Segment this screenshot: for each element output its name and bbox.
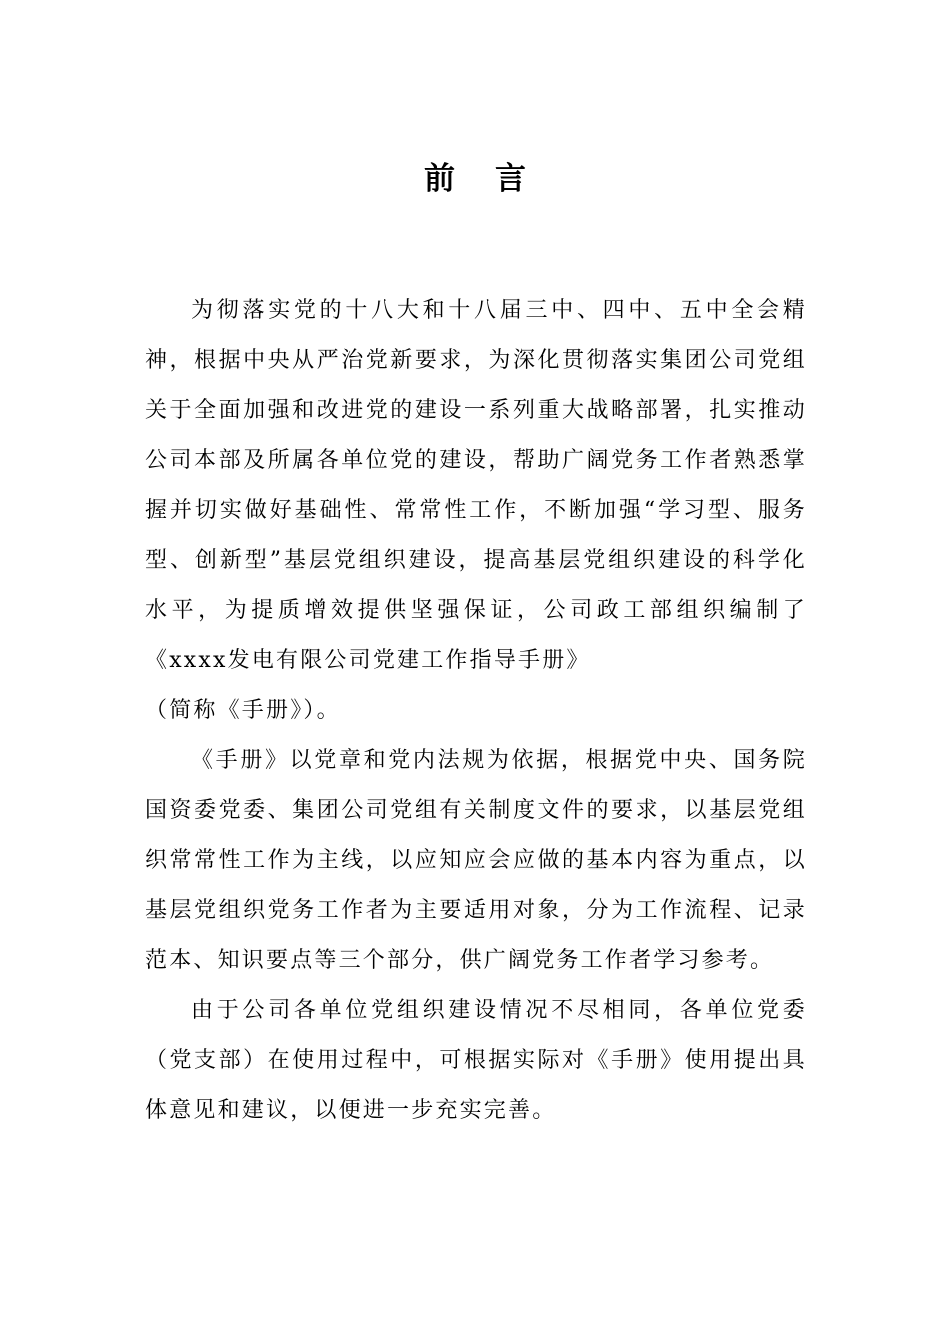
paragraph-intro: 为彻落实党的十八大和十八届三中、四中、五中全会精神，根据中央从严治党新要求，为深化贯彻落实集团公司党组关于全面加强和改进党的建设一系列重大战略部署，扎实推动公司本部及所属各单位党的建设，帮助广阔党务工作者熟悉掌握并切实做好基础性、常常性工作，不断加强“学习型、服务型、创新型”基层党组织建设，提高基层党组织建设的科学化水平，为提质增效提供坚强保证，公司政工部组织编制了《xxxx发电有限公司党建工作指导手册》	[145, 298, 807, 673]
paragraph-scope: 《手册》以党章和党内法规为依据，根据党中央、国务院国资委党委、集团公司党组有关制度文件的要求，以基层党组织常常性工作为主线，以应知应会应做的基本内容为重点，以基层党组织党务工作者为主要适用对象，分为工作流程、记录范本、知识要点等三个部分，供广阔党务工作者学习参考。	[145, 748, 807, 973]
paragraph-abbreviation: （简称《手册》）。	[145, 698, 341, 723]
document-body	[145, 286, 807, 1136]
page-title: 前言	[424, 161, 566, 197]
paragraph-feedback: 由于公司各单位党组织建设情况不尽相同，各单位党委（党支部）在使用过程中，可根据实际对《手册》使用提出具体意见和建议，以便进一步充实完善。	[145, 998, 807, 1123]
